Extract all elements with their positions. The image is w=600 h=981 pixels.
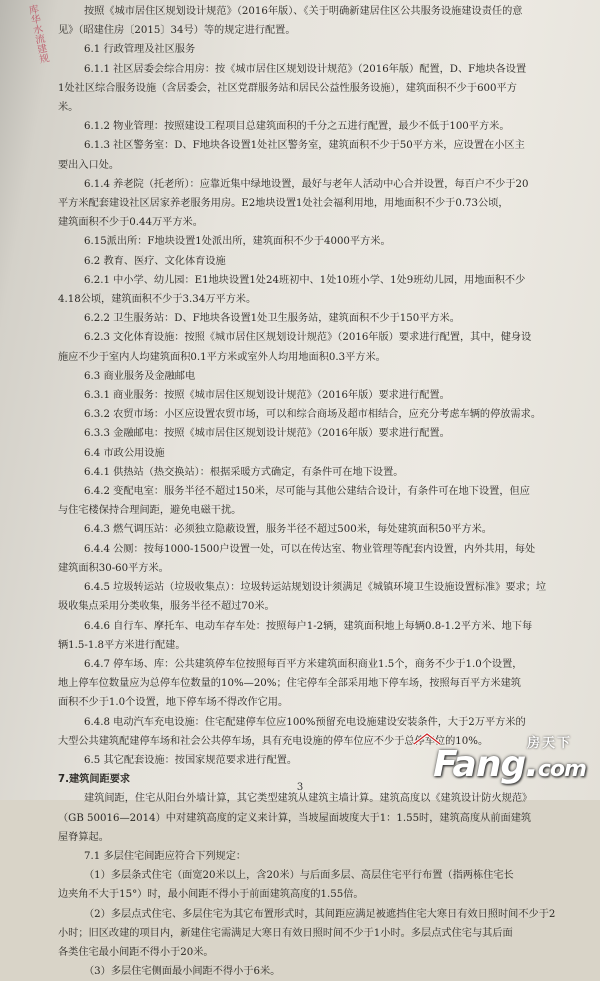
text-line: 辆1.5-1.8平方米进行配建。 bbox=[58, 639, 186, 651]
text-line: 6.1.1 社区居委会综合用房：按《城市居住区规划设计规范》（2016年版）配置，D、F地块各设置 bbox=[84, 63, 527, 75]
text-line: 见》（昭建住房〔2015〕34号）等的规定进行配置。 bbox=[58, 25, 296, 37]
text-line: 施应不少于室内人均建筑面积0.1平方米或室外人均用地面积0.3平方米。 bbox=[58, 351, 386, 363]
text-line: 建筑面积30-60平方米。 bbox=[58, 562, 169, 574]
text-line: 6.4.8 电动汽车充电设施：住宅配建停车位应100%预留充电设施建设安装条件，大于2万平方米的 bbox=[84, 716, 526, 728]
text-line: 6.4.5 垃圾转运站（垃圾收集点）：垃圾转运站规划设计须满足《城镇环境卫生设施设置标准》要求；垃 bbox=[84, 582, 547, 594]
text-line: 6.15派出所：F地块设置1处派出所，建筑面积不少于4000平方米。 bbox=[84, 236, 391, 248]
text-line: 6.2.3 文化体育设施：按照《城市居住区规划设计规范》（2016年版）要求进行配置，其中，健身设 bbox=[84, 332, 532, 344]
text-line: 6.1 行政管理及社区服务 bbox=[84, 44, 196, 56]
text-line: 建筑间距，住宅从阳台外墙计算，其它类型建筑从建筑主墙计算。建筑高度以《建筑设计防火规范》 bbox=[84, 793, 533, 805]
text-line: 边夹角不大于15°）时，最小间距不得小于前面建筑高度的1.55倍。 bbox=[58, 889, 364, 901]
text-line: 地上停车位数量应为总停车位数量的10%—20%；住宅停车全部采用地下停车场，按照每百平方米建筑 bbox=[58, 678, 521, 690]
text-line: （1）多层条式住宅（面宽20米以上，含20米）与后面多层、高层住宅平行布置（指两栋住宅长 bbox=[84, 870, 514, 882]
text-line: 6.3 商业服务及金融邮电 bbox=[84, 370, 196, 382]
text-line: 要出入口处。 bbox=[58, 159, 120, 171]
text-line: （3）多层住宅侧面最小间距不得小于6米。 bbox=[84, 966, 281, 978]
document-body bbox=[58, 2, 588, 981]
text-line: 6.1.3 社区警务室：D、F地块各设置1处社区警务室，建筑面积不少于50平方米，应设置在小区主 bbox=[84, 140, 525, 152]
text-line: 6.4.7 停车场、库：公共建筑停车位按照每百平方米建筑面积商业1.5个，商务不少于1.0个设置， bbox=[84, 658, 523, 670]
text-line: 按照《城市居住区规划设计规范》（2016年版）、《关于明确新建居住区公共服务设施建设责任的意 bbox=[84, 6, 523, 17]
text-line: 6.1.4 养老院（托老所）：应靠近集中绿地设置，最好与老年人活动中心合并设置，每百户不少于20 bbox=[84, 178, 529, 190]
fang-watermark-logo bbox=[406, 732, 586, 792]
watermark-domain: com bbox=[537, 757, 586, 782]
text-line: 大型公共建筑配建停车场和社会公共停车场，具有充电设施的停车位应不少于总停车位的10%。 bbox=[58, 735, 489, 747]
text-line: 1处社区综合服务设施（含居委会，社区党群服务站和居民公益性服务设施），建筑面积不少于600平方 bbox=[58, 82, 517, 94]
text-line: （2）多层点式住宅、多层住宅为其它布置形式时，其间距应满足被遮挡住宅大寒日有效日照时间不少于2 bbox=[84, 908, 556, 920]
text-line: 6.3.3 金融邮电：按照《城市居住区规划设计规范》（2016年版）要求进行配置。 bbox=[84, 428, 450, 440]
watermark-brand-text bbox=[433, 744, 586, 785]
text-line: 平方米配套建设社区居家养老服务用房。E2地块设置1处社会福利用地，用地面积不少于0.73公顷， bbox=[58, 198, 509, 210]
text-line: 6.4.1 供热站（热交换站）：根据采暖方式确定，有条件可在地下设置。 bbox=[84, 466, 404, 478]
text-line: 7.1 多层住宅间距应符合下列规定： bbox=[84, 850, 247, 862]
text-line: 小时；旧区改建的项目内，新建住宅需满足大寒日有效日照时间不少于1小时。多层点式住宅与其后面 bbox=[58, 927, 513, 939]
watermark-brand: Fang bbox=[433, 744, 526, 785]
text-line: 面积不少于1.0个设置，地下停车场不得改作它用。 bbox=[58, 697, 289, 709]
page-number: 3 bbox=[296, 782, 304, 793]
text-line: 与住宅楼保持合理间距，避免电磁干扰。 bbox=[58, 505, 242, 517]
text-line: 6.3.1 商业服务：按照《城市居住区规划设计规范》（2016年版）要求进行配置。 bbox=[84, 390, 450, 402]
watermark-chinese-text: 房天下 bbox=[526, 736, 572, 751]
text-line: （GB 50016—2014）中对建筑高度的定义来计算，当坡屋面坡度大于1：1.55时，建筑高度从前面建筑 bbox=[58, 812, 532, 824]
text-line: 6.1.2 物业管理：按照建设工程项目总建筑面积的千分之五进行配置，最少不低于100平方米。 bbox=[84, 121, 510, 133]
text-line: 各类住宅最小间距不得小于20米。 bbox=[58, 946, 214, 958]
text-line: 6.3.2 农贸市场：小区应设置农贸市场，可以和综合商场及超市相结合，应充分考虑车辆的停放需求。 bbox=[84, 409, 542, 421]
text-line: 6.5 其它配套设施：按国家规范要求进行配置。 bbox=[84, 754, 298, 766]
text-line: 6.4 市政公用设施 bbox=[84, 447, 165, 459]
text-line: 6.4.6 自行车、摩托车、电动车存车处：按照每户1-2辆，建筑面积地上每辆0.8-1.2平方米、地下每 bbox=[84, 620, 533, 632]
text-line: 4.18公顷，建筑面积不少于3.34万平方米。 bbox=[58, 294, 257, 306]
text-line: 6.4.3 燃气调压站：必须独立隐蔽设置，服务半径不超过500米，每处建筑面积50平方米。 bbox=[84, 524, 492, 536]
text-line: 6.2 教育、医疗、文化体育设施 bbox=[84, 255, 226, 267]
text-line: 建筑面积不少于0.44万平方米。 bbox=[58, 217, 203, 229]
text-line: 屋脊算起。 bbox=[58, 831, 109, 843]
text-line: 6.4.4 公厕：按每1000-1500户设置一处，可以在传达室、物业管理等配套内设置，内外共用，每处 bbox=[84, 543, 536, 555]
section-heading: 7.建筑间距要求 bbox=[58, 774, 131, 786]
watermark-dot: . bbox=[525, 744, 538, 785]
text-line: 6.2.1 中小学、幼儿园：E1地块设置1处24班初中、1处10班小学、1处9班幼儿园，用地面积不少 bbox=[84, 274, 526, 286]
text-line: 米。 bbox=[58, 102, 79, 114]
text-line: 圾收集点采用分类收集，服务半径不超过70米。 bbox=[58, 601, 275, 613]
text-line: 6.4.2 变配电室：服务半径不超过150米，尽可能与其他公建结合设计，有条件可在地下设置，但应 bbox=[84, 486, 530, 498]
red-stamp: 库华水流建规 bbox=[25, 3, 49, 65]
text-line: 6.2.2 卫生服务站：D、F地块各设置1处卫生服务站，建筑面积不少于150平方米。 bbox=[84, 313, 460, 325]
